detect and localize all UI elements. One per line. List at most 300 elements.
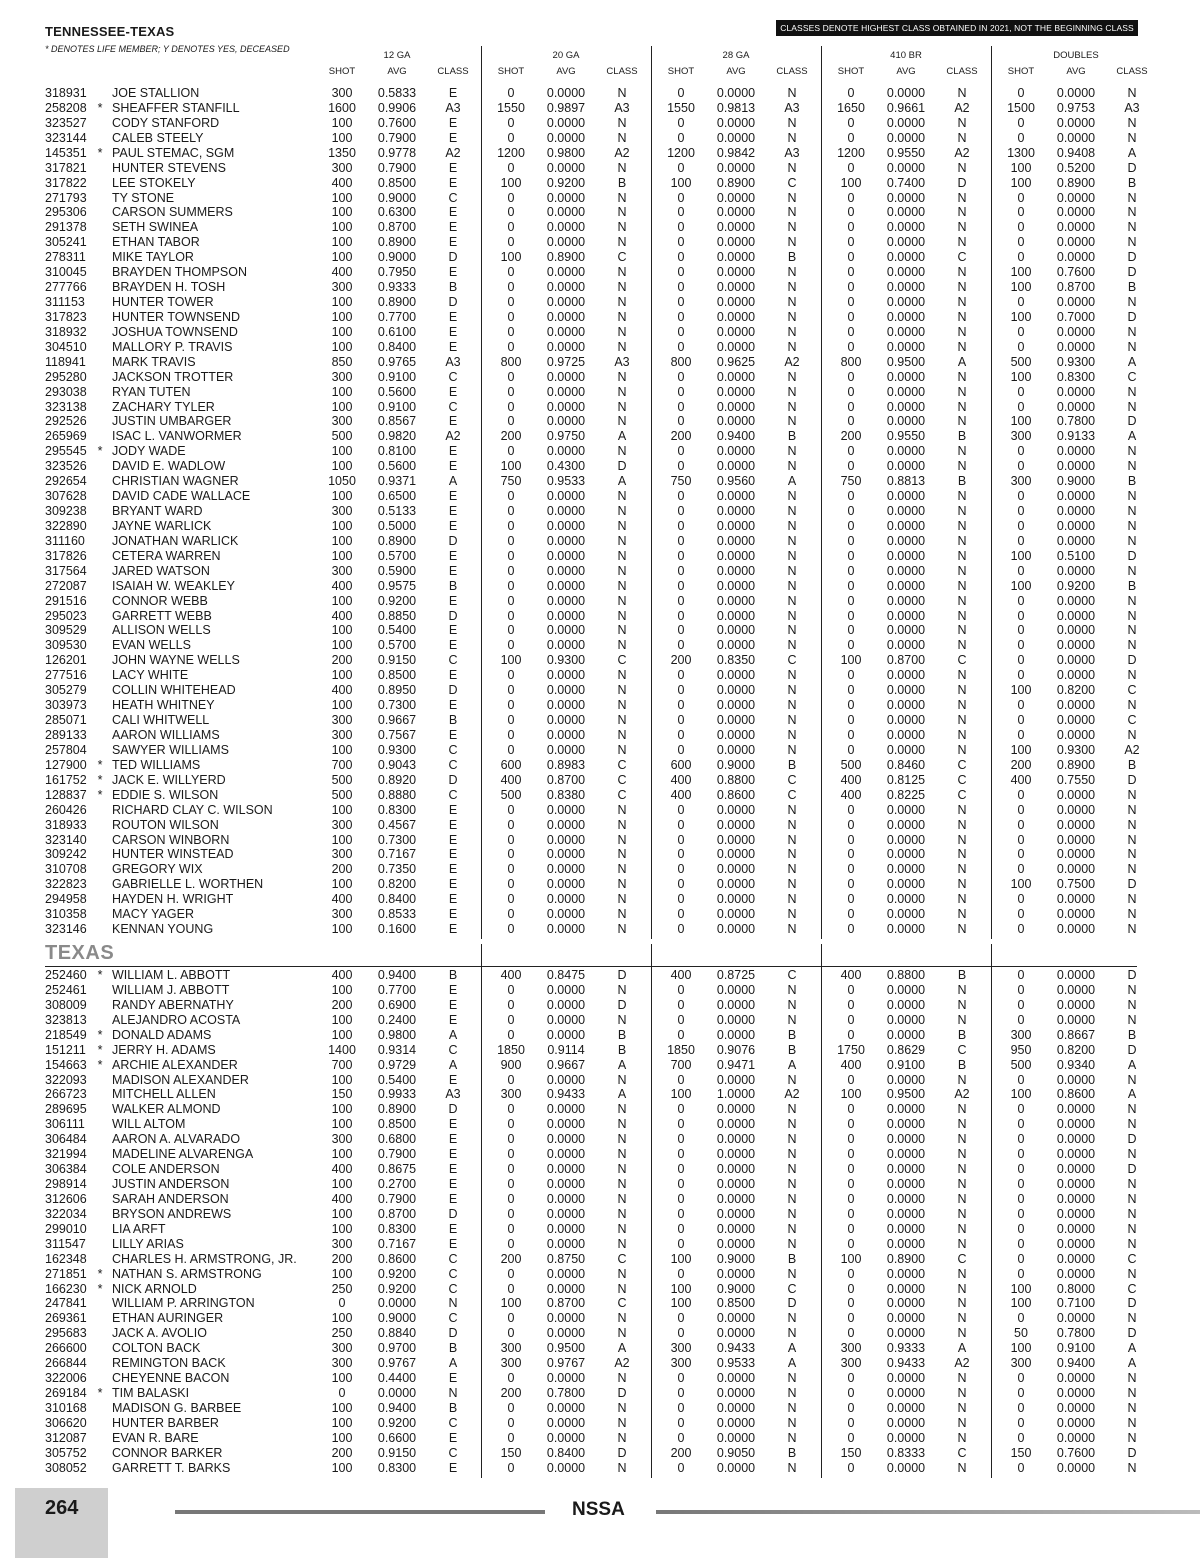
class: N [787,593,797,608]
class: A2 [784,1087,800,1102]
column-divider [651,944,652,1478]
table-row [0,623,1200,638]
average: 0.8725 [716,968,756,982]
class: N [787,1206,797,1221]
class: C [448,190,458,205]
shot-count: 0 [677,115,685,130]
average: 0.0000 [716,683,756,698]
average: 0.0000 [716,877,756,892]
life-member-mark: * [97,145,103,160]
class: N [1127,235,1137,250]
average: 0.0000 [546,817,586,832]
shot-count: 0 [677,205,685,220]
class: N [787,1162,797,1177]
class: N [617,115,627,130]
shot-count: 0 [677,578,685,593]
average: 0.0000 [546,802,586,817]
class: N [1127,1191,1137,1206]
average: 0.0000 [1056,922,1096,937]
class: N [957,742,967,757]
shooter-name: COLLIN WHITEHEAD [112,683,236,698]
average: 0.0000 [886,548,926,563]
class: N [617,727,627,742]
class: N [787,668,797,683]
average: 0.0000 [886,608,926,623]
table-row [0,355,1200,370]
class: C [787,1281,797,1296]
shot-count: 400 [840,1057,862,1072]
class: A3 [445,100,461,115]
shot-count: 800 [840,354,862,369]
average: 0.0000 [546,235,586,250]
class: N [787,309,797,324]
table-row [0,1073,1200,1088]
shooter-name: WILLIAM P. ARRINGTON [112,1296,255,1311]
shooter-name: GARRETT T. BARKS [112,1460,231,1475]
class: N [787,638,797,653]
member-id: 311153 [45,295,85,310]
shot-count: 0 [847,1400,855,1415]
class: N [617,1147,627,1162]
shot-count: 400 [331,578,353,593]
shot-count: 0 [1017,1012,1025,1027]
average: 0.0000 [886,922,926,937]
shot-count: 0 [847,862,855,877]
class: N [787,847,797,862]
shot-count: 0 [847,727,855,742]
member-id: 318933 [45,817,87,832]
class: B [1127,757,1137,772]
shot-count: 0 [1017,698,1025,713]
shot-count: 0 [847,1430,855,1445]
shot-count: 0 [677,608,685,623]
shot-count: 100 [331,309,353,324]
shot-count: 100 [1010,1281,1032,1296]
class: N [1127,1147,1137,1162]
average: 0.0000 [886,817,926,832]
class: E [448,414,458,429]
class: N [787,1386,797,1401]
shot-count: 100 [331,459,353,474]
member-id: 303973 [45,698,87,713]
shot-count: 300 [331,1356,353,1371]
class: N [1127,220,1137,235]
class: N [957,190,967,205]
shot-count: 0 [1017,653,1025,668]
class: N [957,324,967,339]
shot-count: 0 [847,668,855,683]
average: 0.0000 [716,1326,756,1341]
shot-count: 100 [331,832,353,847]
average: 0.9114 [547,1042,585,1057]
class: N [1127,1012,1137,1027]
shot-count: 0 [507,1147,515,1162]
section-title-texas: TEXAS [45,942,115,964]
shot-count: 750 [840,474,862,489]
shot-count: 500 [331,772,353,787]
class: N [787,489,797,504]
class: B [448,1400,458,1415]
table-row [0,504,1200,519]
table-row [0,788,1200,803]
shot-count: 600 [670,757,692,772]
class: N [1127,1371,1137,1386]
shot-count: 0 [677,1162,685,1177]
average: 0.6800 [377,1132,417,1147]
class: C [957,757,967,772]
average: 0.0000 [886,563,926,578]
average: 0.0000 [1056,235,1096,250]
shot-count: 300 [331,1132,353,1147]
average: 0.0000 [886,638,926,653]
class: N [957,802,967,817]
average: 0.9400 [377,1400,417,1415]
shooter-name: EDDIE S. WILSON [112,787,219,802]
member-id: 304510 [45,339,87,354]
shot-count: 0 [507,1102,515,1117]
average: 0.0000 [886,160,926,175]
average: 0.9700 [377,1341,417,1356]
average: 0.0000 [546,1460,586,1475]
life-member-mark: * [97,100,103,115]
class: N [957,384,967,399]
shot-count: 300 [331,1236,353,1251]
shot-count: 100 [840,1251,862,1266]
class: C [448,369,458,384]
shot-count: 300 [331,86,353,100]
average: 0.0000 [1056,1072,1096,1087]
shot-count: 0 [1017,1147,1025,1162]
average: 0.0000 [716,713,756,728]
shot-count: 0 [1017,1221,1025,1236]
shot-count: 100 [331,742,353,757]
class: N [1127,1177,1137,1192]
member-id: 317826 [45,548,87,563]
life-member-mark: * [97,1266,103,1281]
table-row [0,1326,1200,1341]
average: 0.9750 [546,429,586,444]
member-id: 289695 [45,1102,87,1117]
group-header: DOUBLES [1053,50,1099,61]
class: N [617,847,627,862]
shot-count: 0 [847,1132,855,1147]
average: 0.9076 [716,1042,756,1057]
class: E [448,1460,458,1475]
class: N [787,220,797,235]
shot-count: 0 [507,369,515,384]
shot-count: 0 [677,160,685,175]
average: 0.0000 [716,1460,756,1475]
shot-count: 0 [1017,968,1025,982]
member-id: 322890 [45,518,87,533]
shot-count: 300 [331,563,353,578]
shot-count: 100 [331,1206,353,1221]
shot-count: 0 [507,86,515,100]
average: 0.0000 [886,877,926,892]
class: N [957,713,967,728]
average: 0.0000 [716,1147,756,1162]
shooter-name: HAYDEN H. WRIGHT [112,892,234,907]
group-header: 28 GA [722,50,750,61]
member-id: 295023 [45,608,87,623]
average: 0.8200 [1056,1042,1096,1057]
average: 0.0000 [716,369,756,384]
shot-count: 0 [1017,1386,1025,1401]
shot-count: 1850 [497,1042,525,1057]
legend-note: * DENOTES LIFE MEMBER; Y DENOTES YES, DECEASED [45,44,290,54]
class: N [617,713,627,728]
shot-count: 750 [670,474,692,489]
shot-count: 0 [1017,668,1025,683]
table-row [0,728,1200,743]
class: N [617,892,627,907]
average: 0.0000 [716,1191,756,1206]
table-row [0,549,1200,564]
class: D [1127,1162,1137,1177]
page-number: 264 [45,1497,79,1519]
shot-count: 200 [670,1445,692,1460]
class: B [957,1057,967,1072]
shot-count: 0 [1017,787,1025,802]
shot-count: 400 [670,787,692,802]
group-header: 20 GA [552,50,580,61]
class: D [448,533,458,548]
class: D [617,459,627,474]
average: 0.5833 [377,86,417,100]
class: N [1127,832,1137,847]
average: 0.9767 [377,1356,417,1371]
average: 0.8533 [377,907,417,922]
member-id: 298914 [45,1177,87,1192]
shot-count: 100 [331,1460,353,1475]
shot-count: 0 [507,309,515,324]
class: E [448,489,458,504]
class: C [1127,713,1137,728]
shot-count: 1650 [837,100,865,115]
column-divider [991,46,992,939]
average: 0.0000 [716,399,756,414]
average: 0.9000 [377,190,417,205]
shot-count: 700 [331,757,353,772]
average: 0.0000 [1056,533,1096,548]
member-id: 257804 [45,742,87,757]
table-row [0,907,1200,922]
average: 0.0000 [1056,205,1096,220]
average: 0.0000 [886,1400,926,1415]
average: 0.0000 [886,802,926,817]
class: N [617,1400,627,1415]
average: 0.6600 [377,1430,417,1445]
average: 0.7167 [377,847,417,862]
shooter-name: BRAYDEN THOMPSON [112,265,247,280]
shot-count: 0 [507,399,515,414]
member-id: 310708 [45,862,87,877]
average: 0.0000 [716,1430,756,1445]
average: 0.0000 [546,623,586,638]
class: N [1127,847,1137,862]
average: 0.0000 [886,1460,926,1475]
class: N [957,832,967,847]
class: B [787,1042,797,1057]
average: 0.0000 [1056,713,1096,728]
table-row [0,833,1200,848]
average: 0.0000 [546,489,586,504]
class: N [617,1206,627,1221]
average: 0.8900 [377,235,417,250]
shot-count: 0 [677,982,685,997]
shot-count: 0 [507,324,515,339]
shot-count: 100 [331,384,353,399]
shot-count: 300 [331,817,353,832]
class: E [448,1430,458,1445]
average: 0.0000 [886,1221,926,1236]
shot-count: 100 [500,175,522,190]
average: 0.9300 [377,742,417,757]
class: N [1127,668,1137,683]
shooter-name: EVAN WELLS [112,638,191,653]
average: 0.0000 [886,1236,926,1251]
average: 0.5900 [377,563,417,578]
class: E [448,1236,458,1251]
average: 0.0000 [1056,727,1096,742]
shooter-name: RICHARD CLAY C. WILSON [112,802,273,817]
class: N [1127,339,1137,354]
class: N [1127,563,1137,578]
average: 0.4400 [377,1371,417,1386]
shot-count: 0 [677,504,685,519]
class: N [787,1371,797,1386]
table-row [0,146,1200,161]
member-id: 266600 [45,1341,87,1356]
average: 0.7900 [377,1147,417,1162]
class: E [448,1371,458,1386]
shot-count: 200 [331,1251,353,1266]
shot-count: 100 [1010,742,1032,757]
average: 0.0000 [546,130,586,145]
average: 0.8840 [377,1326,417,1341]
shot-count: 0 [507,907,515,922]
class: N [957,727,967,742]
column-header: AVG [726,66,746,77]
shot-count: 0 [507,593,515,608]
class: N [957,892,967,907]
average: 0.0000 [716,907,756,922]
class: N [957,1386,967,1401]
class: A [448,1356,458,1371]
shot-count: 0 [847,459,855,474]
shooter-name: CALEB STEELY [112,130,204,145]
shot-count: 0 [677,86,685,100]
shooter-name: TIM BALASKI [112,1386,190,1401]
shot-count: 0 [507,115,515,130]
average: 0.0000 [716,1206,756,1221]
class: N [957,1371,967,1386]
shot-count: 0 [677,489,685,504]
average: 0.0000 [1056,698,1096,713]
class: N [1127,533,1137,548]
class: N [617,832,627,847]
class: N [957,817,967,832]
class: A3 [784,145,800,160]
shot-count: 0 [847,548,855,563]
average: 0.0000 [716,339,756,354]
average: 0.0000 [546,295,586,310]
shot-count: 0 [677,668,685,683]
shot-count: 0 [677,384,685,399]
average: 0.8225 [886,787,926,802]
shot-count: 0 [507,1400,515,1415]
average: 0.0000 [886,997,926,1012]
average: 0.0000 [716,593,756,608]
shot-count: 0 [677,548,685,563]
average: 0.0000 [546,982,586,997]
member-id: 266844 [45,1356,87,1371]
class: N [617,205,627,220]
class: N [1127,205,1137,220]
class: D [1127,548,1137,563]
class: N [957,265,967,280]
average: 0.0000 [546,280,586,295]
class: N [617,339,627,354]
class: A [1127,1356,1137,1371]
table-row [0,713,1200,728]
table-row [0,683,1200,698]
class: N [957,339,967,354]
shot-count: 0 [1017,384,1025,399]
shooter-name: JACKSON TROTTER [112,369,234,384]
shot-count: 0 [847,399,855,414]
class: B [1127,474,1137,489]
average: 0.0000 [1056,1206,1096,1221]
member-id: 295306 [45,205,87,220]
shot-count: 100 [331,1311,353,1326]
class: N [787,280,797,295]
average: 0.0000 [716,533,756,548]
average: 0.8400 [377,892,417,907]
member-id: 277516 [45,668,87,683]
class: N [787,982,797,997]
average: 0.5700 [377,548,417,563]
shot-count: 0 [507,683,515,698]
average: 0.0000 [716,86,756,100]
class: A2 [954,1087,970,1102]
shot-count: 0 [507,563,515,578]
shot-count: 150 [840,1445,862,1460]
shot-count: 1050 [328,474,356,489]
class: N [957,1311,967,1326]
shot-count: 950 [1010,1042,1032,1057]
average: 0.7700 [377,982,417,997]
shot-count: 1200 [837,145,865,160]
member-id: 162348 [45,1251,87,1266]
class: N [617,668,627,683]
shot-count: 0 [677,1430,685,1445]
average: 0.0000 [546,1326,586,1341]
shot-count: 100 [331,1117,353,1132]
class: N [617,518,627,533]
shot-count: 1400 [328,1042,356,1057]
average: 0.7800 [1056,414,1096,429]
average: 0.0000 [1056,638,1096,653]
average: 0.0000 [546,997,586,1012]
shooter-name: JUSTIN UMBARGER [112,414,232,429]
shooter-name: JODY WADE [112,444,186,459]
shot-count: 100 [331,220,353,235]
average: 0.8900 [1056,757,1096,772]
average: 0.0000 [886,1027,926,1042]
average: 0.8700 [377,1206,417,1221]
table-row [0,564,1200,579]
